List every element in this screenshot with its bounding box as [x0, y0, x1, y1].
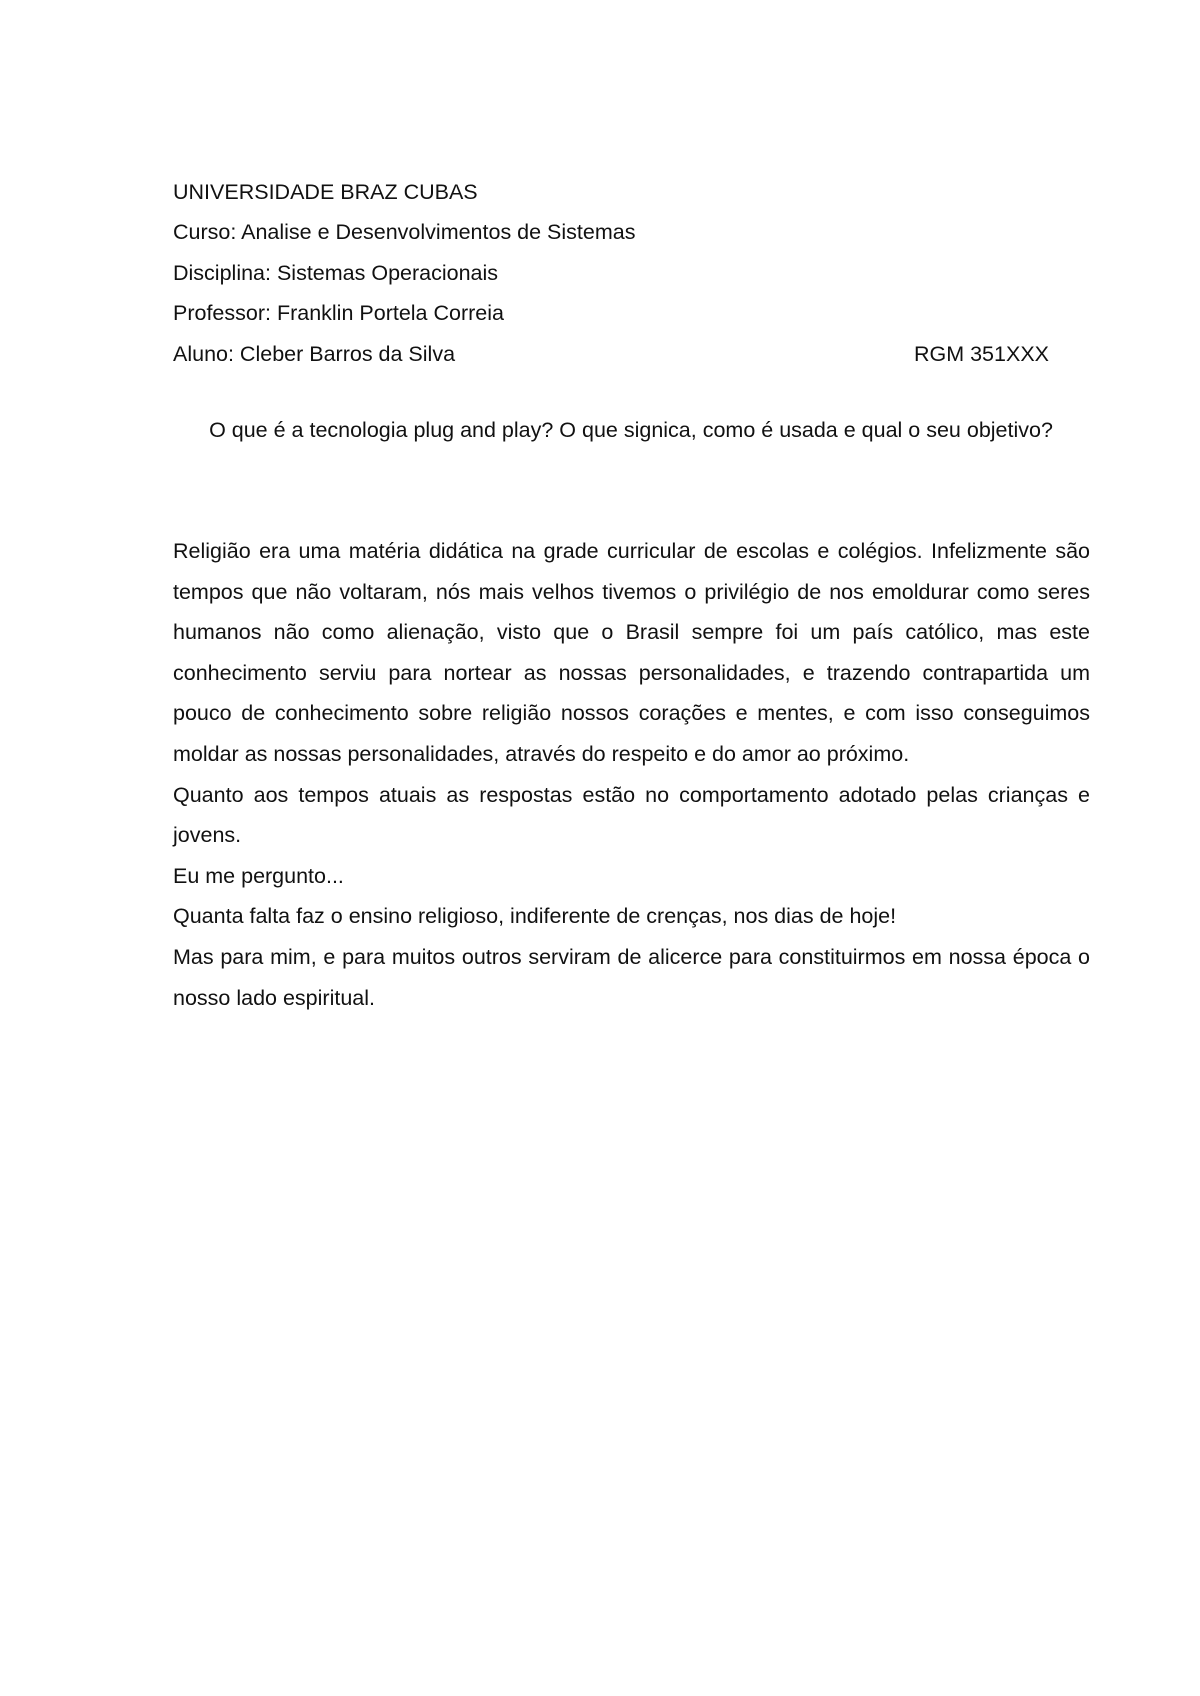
discipline-line: Disciplina: Sistemas Operacionais — [173, 260, 499, 285]
rgm-line: RGM 351XXX — [913, 341, 1049, 366]
course-line: Curso: Analise e Desenvolvimentos de Sistemas — [173, 220, 636, 245]
student-row — [173, 334, 1049, 374]
professor-line: Professor: Franklin Portela Correia — [173, 301, 504, 326]
paragraph-2: Quanto aos tempos atuais as respostas estão no comportamento adotado pelas crianças e jovens. — [173, 782, 1090, 848]
paragraph-1: Religião era uma matéria didática na grade curricular de escolas e colégios. Infelizmente são tempos que não voltaram, nós mais velhos tivemos o privilégio de nos emoldurar como seres humanos não como alienação, visto que o Brasil sempre foi um país católico, mas este conhecimento serviu para nortear as nossas personalidades, e trazendo contrapartida um pouco de conhecimento sobre religião nossos corações e mentes, e com isso conseguimos moldar as nossas personalidades, através do respeito e do amor ao próximo. — [173, 539, 1090, 766]
question-title: O que é a tecnologia plug and play? O que signica, como é usada e qual o seu objetivo? — [209, 418, 1053, 442]
essay-body — [173, 531, 1090, 1018]
paragraph-5: Mas para mim, e para muitos outros serviram de alicerce para constituirmos em nossa época o nosso lado espiritual. — [173, 944, 1090, 1010]
student-line: Aluno: Cleber Barros da Silva — [173, 341, 456, 366]
paragraph-4: Quanta falta faz o ensino religioso, indiferente de crenças, nos dias de hoje! — [173, 904, 897, 929]
document-header — [173, 172, 1049, 374]
university-name: UNIVERSIDADE BRAZ CUBAS — [173, 180, 478, 204]
paragraph-3: Eu me pergunto... — [173, 863, 344, 888]
